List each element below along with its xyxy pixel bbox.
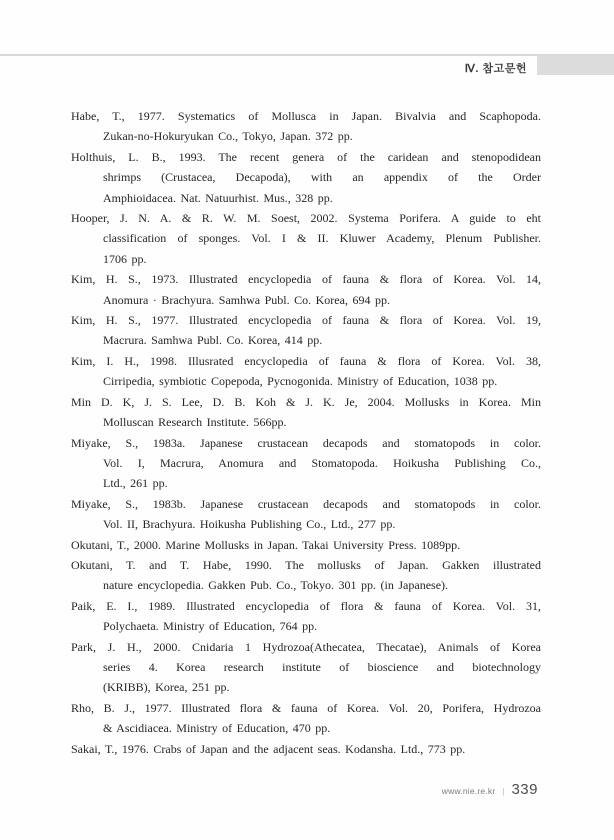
reference-line: (KRIBB), Korea, 251 pp. bbox=[103, 680, 230, 695]
reference-entry bbox=[71, 637, 541, 698]
reference-line: Zukan-no-Hokuryukan Co., Tokyo, Japan. 372 pp. bbox=[103, 129, 353, 144]
reference-entry bbox=[71, 698, 541, 739]
footer-page-number: 339 bbox=[511, 781, 538, 798]
reference-line: Amphioidacea. Nat. Natuurhist. Mus., 328 pp. bbox=[103, 190, 333, 205]
reference-line: Anomura · Brachyura. Samhwa Publ. Co. Korea, 694 pp. bbox=[103, 292, 390, 307]
footer-separator: | bbox=[502, 787, 505, 796]
reference-line: Vol. II, Brachyura. Hoikusha Publishing Co., Ltd., 277 pp. bbox=[103, 517, 396, 532]
header-tab-decoration bbox=[537, 55, 614, 75]
reference-line: shrimps (Crustacea, Decapoda), with an appendix of the Order bbox=[103, 170, 541, 185]
reference-line: Min D. K, J. S. Lee, D. B. Koh & J. K. Je, 2004. Mollusks in Korea. Min bbox=[71, 394, 541, 409]
reference-line: 1706 pp. bbox=[103, 251, 147, 266]
reference-entry bbox=[71, 351, 541, 392]
reference-line: series 4. Korea research institute of bioscience and biotechnology bbox=[103, 659, 541, 674]
reference-line: Okutani, T. and T. Habe, 1990. The mollusks of Japan. Gakken illustrated bbox=[71, 557, 541, 572]
reference-line: Vol. I, Macrura, Anomura and Stomatopoda. Hoikusha Publishing Co., bbox=[103, 455, 541, 470]
reference-line: Hooper, J. N. A. & R. W. M. Soest, 2002. Systema Porifera. A guide to eht bbox=[71, 211, 541, 226]
reference-entry bbox=[71, 310, 541, 351]
reference-line: Cirripedia, symbiotic Copepoda, Pycnogonida. Ministry of Education, 1038 pp. bbox=[103, 374, 498, 389]
reference-entry bbox=[71, 392, 541, 433]
reference-line: Macrura. Samhwa Publ. Co. Korea, 414 pp. bbox=[103, 333, 323, 348]
references-list bbox=[71, 106, 541, 759]
header-rule bbox=[0, 54, 614, 56]
reference-entry bbox=[71, 494, 541, 535]
reference-line: Kim, H. S., 1977. Illustrated encyclopedia of fauna & flora of Korea. Vol. 19, bbox=[71, 313, 541, 328]
reference-entry bbox=[71, 535, 541, 555]
reference-line: Habe, T., 1977. Systematics of Mollusca in Japan. Bivalvia and Scaphopoda. bbox=[71, 109, 541, 123]
reference-line: & Ascidiacea. Ministry of Education, 470 pp. bbox=[103, 721, 331, 736]
reference-line: Molluscan Research Institute. 566pp. bbox=[103, 415, 287, 430]
reference-entry bbox=[71, 433, 541, 494]
footer-site-url: www.nie.re.kr bbox=[441, 786, 496, 796]
reference-line: Polychaeta. Ministry of Education, 764 pp. bbox=[103, 619, 318, 634]
page-header-title: Ⅳ. 참고문헌 bbox=[464, 63, 527, 75]
page-footer bbox=[442, 781, 538, 798]
reference-entry bbox=[71, 269, 541, 310]
reference-line: Ltd., 261 pp. bbox=[103, 476, 168, 491]
reference-line: Kim, H. S., 1973. Illustrated encyclopedia of fauna & flora of Korea. Vol. 14, bbox=[71, 272, 541, 287]
reference-line: Okutani, T., 2000. Marine Mollusks in Japan. Takai University Press. 1089pp. bbox=[71, 537, 461, 552]
reference-line: Rho, B. J., 1977. Illustrated flora & fauna of Korea. Vol. 20, Porifera, Hydrozoa bbox=[71, 700, 541, 715]
reference-line: classification of sponges. Vol. I & II. Kluwer Academy, Plenum Publisher. bbox=[103, 231, 541, 246]
reference-line: nature encyclopedia. Gakken Pub. Co., Tokyo. 301 pp. (in Japanese). bbox=[103, 578, 449, 593]
reference-line: Miyake, S., 1983b. Japanese crustacean decapods and stomatopods in color. bbox=[71, 496, 541, 511]
reference-line: Paik, E. I., 1989. Illustrated encyclopedia of flora & fauna of Korea. Vol. 31, bbox=[71, 598, 541, 613]
reference-line: Miyake, S., 1983a. Japanese crustacean decapods and stomatopods in color. bbox=[71, 435, 541, 450]
reference-line: Kim, I. H., 1998. Illusrated encyclopedia of fauna & flora of Korea. Vol. 38, bbox=[71, 353, 541, 368]
reference-entry bbox=[71, 596, 541, 637]
reference-line: Sakai, T., 1976. Crabs of Japan and the adjacent seas. Kodansha. Ltd., 773 pp. bbox=[71, 741, 466, 756]
reference-entry bbox=[71, 208, 541, 269]
reference-line: Holthuis, L. B., 1993. The recent genera of the caridean and stenopodidean bbox=[71, 149, 541, 164]
reference-entry bbox=[71, 106, 541, 147]
reference-entry bbox=[71, 147, 541, 208]
reference-line: Park, J. H., 2000. Cnidaria 1 Hydrozoa(Athecatea, Thecatae), Animals of Korea bbox=[71, 639, 541, 654]
reference-entry bbox=[71, 555, 541, 596]
reference-entry bbox=[71, 739, 541, 759]
